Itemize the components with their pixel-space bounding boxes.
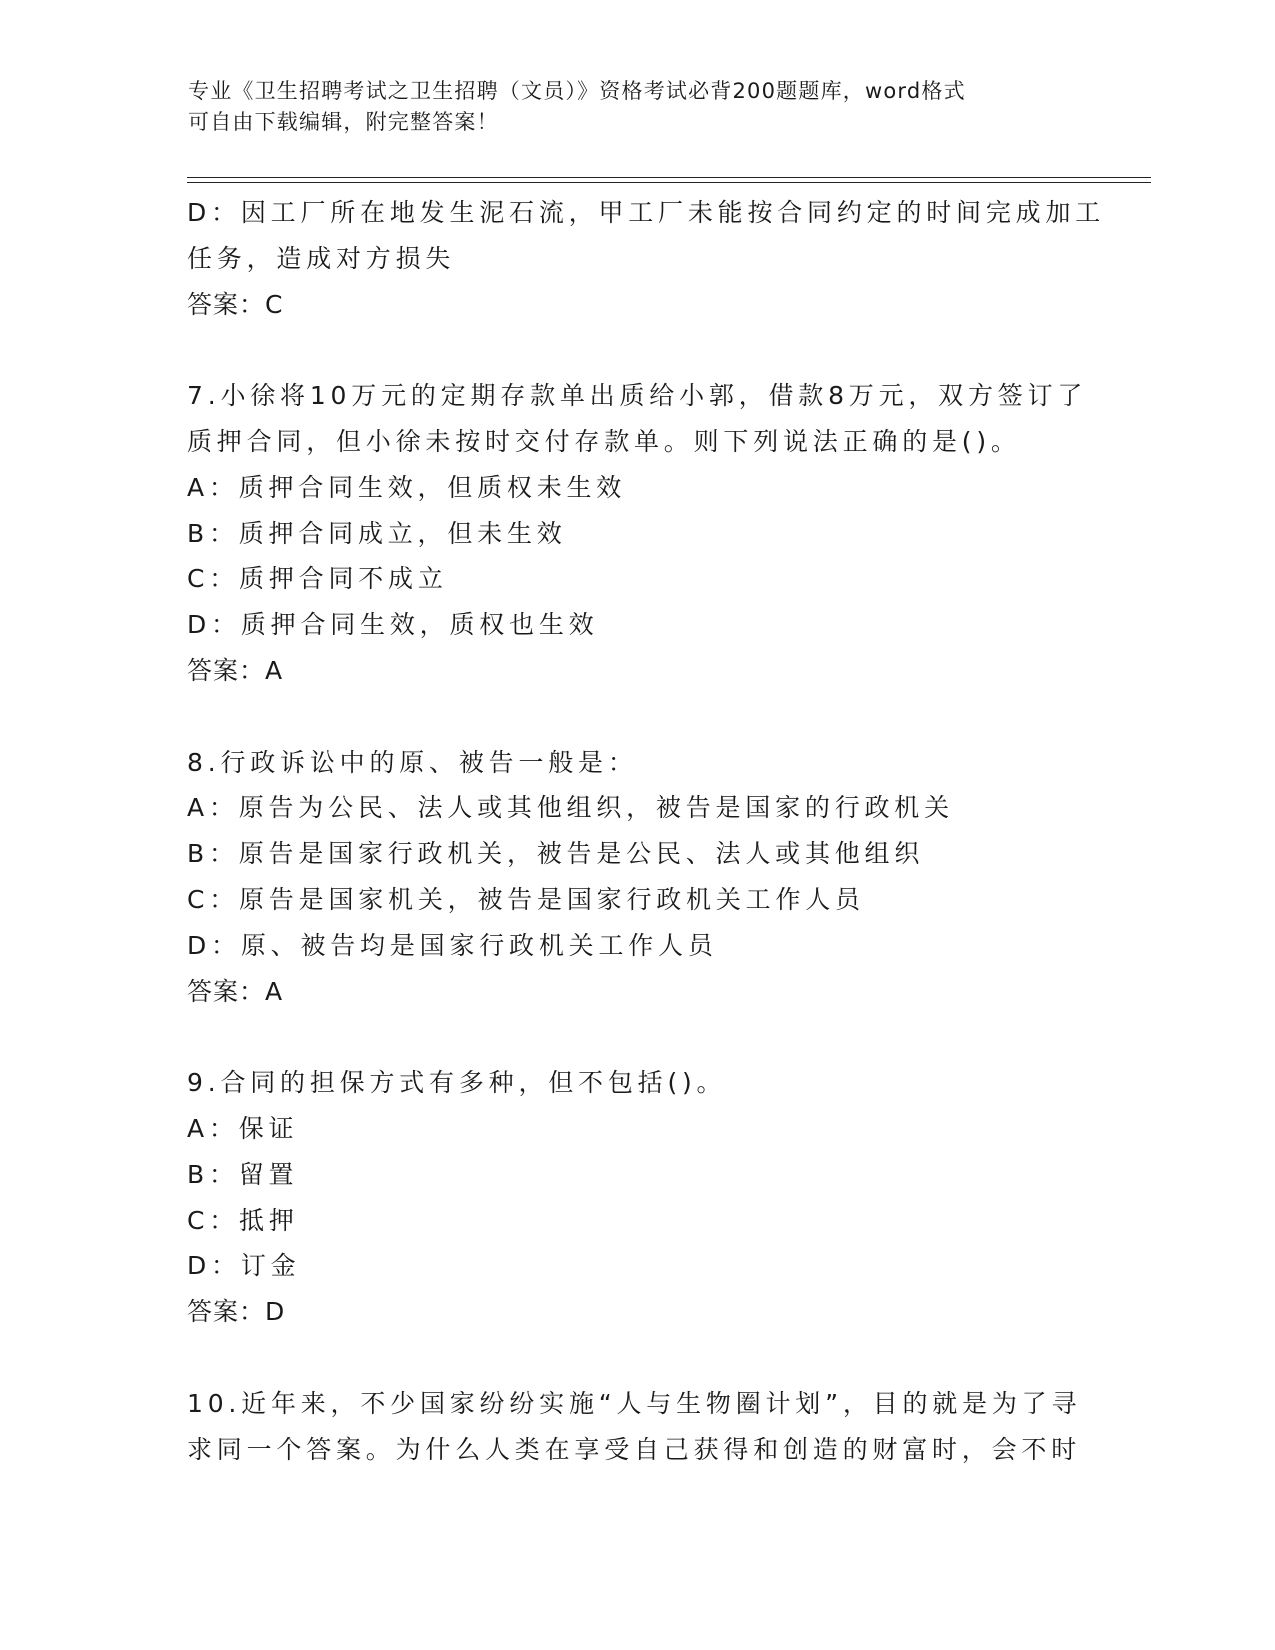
q7-option-d: D：质押合同生效，质权也生效 (187, 610, 599, 640)
document-body (187, 190, 1106, 1472)
q7-text-line-2: 质押合同，但小徐未按时交付存款单。则下列说法正确的是()。 (187, 426, 1021, 456)
spacer (187, 1014, 1087, 1060)
q8-text: 8.行政诉讼中的原、被告一般是： (187, 747, 638, 777)
spacer (187, 1335, 1087, 1381)
q9-option-d: D：订金 (187, 1251, 301, 1281)
q7-option-b: B：质押合同成立，但未生效 (187, 518, 567, 548)
spacer (187, 694, 1087, 740)
question-10 (187, 1381, 1087, 1473)
q6-option-d-line-2: 任务，造成对方损失 (187, 243, 456, 273)
q8-option-c: C：原告是国家机关，被告是国家行政机关工作人员 (187, 884, 865, 914)
q6-answer: 答案：C (187, 289, 284, 319)
q10-text-line-1: 10.近年来，不少国家纷纷实施“人与生物圈计划”，目的就是为了寻 (187, 1388, 1082, 1418)
spacer (187, 327, 1087, 373)
q9-text: 9.合同的担保方式有多种，但不包括()。 (187, 1068, 727, 1098)
header-title-line-1: 专业《卫生招聘考试之卫生招聘（文员）》资格考试必背200题题库，word格式 (188, 79, 966, 103)
q7-text-line-1: 7.小徐将10万元的定期存款单出质给小郭，借款8万元，双方签订了 (187, 381, 1088, 411)
q7-option-c: C：质押合同不成立 (187, 564, 448, 594)
q10-text-line-2: 求同一个答案。为什么人类在享受自己获得和创造的财富时，会不时 (187, 1434, 1082, 1464)
q7-answer: 答案：A (187, 655, 284, 685)
document-header (188, 76, 1068, 138)
header-divider-bottom (187, 182, 1151, 183)
header-divider-top (187, 177, 1151, 178)
question-7 (187, 373, 1087, 694)
question-9 (187, 1060, 1087, 1335)
q9-option-a: A：保证 (187, 1113, 299, 1143)
header-title-line-2: 可自由下载编辑，附完整答案！ (188, 110, 499, 134)
q8-option-b: B：原告是国家行政机关，被告是公民、法人或其他组织 (187, 839, 925, 869)
question-6-tail (187, 190, 1106, 327)
q8-answer: 答案：A (187, 976, 284, 1006)
q8-option-d: D：原、被告均是国家行政机关工作人员 (187, 930, 718, 960)
question-8 (187, 740, 1087, 1015)
q9-option-c: C：抵押 (187, 1205, 299, 1235)
q9-answer: 答案：D (187, 1297, 286, 1327)
q9-option-b: B：留置 (187, 1159, 299, 1189)
q7-option-a: A：质押合同生效，但质权未生效 (187, 472, 627, 502)
q6-option-d-line-1: D：因工厂所在地发生泥石流，甲工厂未能按合同约定的时间完成加工 (187, 198, 1106, 227)
q8-option-a: A：原告为公民、法人或其他组织，被告是国家的行政机关 (187, 793, 954, 823)
